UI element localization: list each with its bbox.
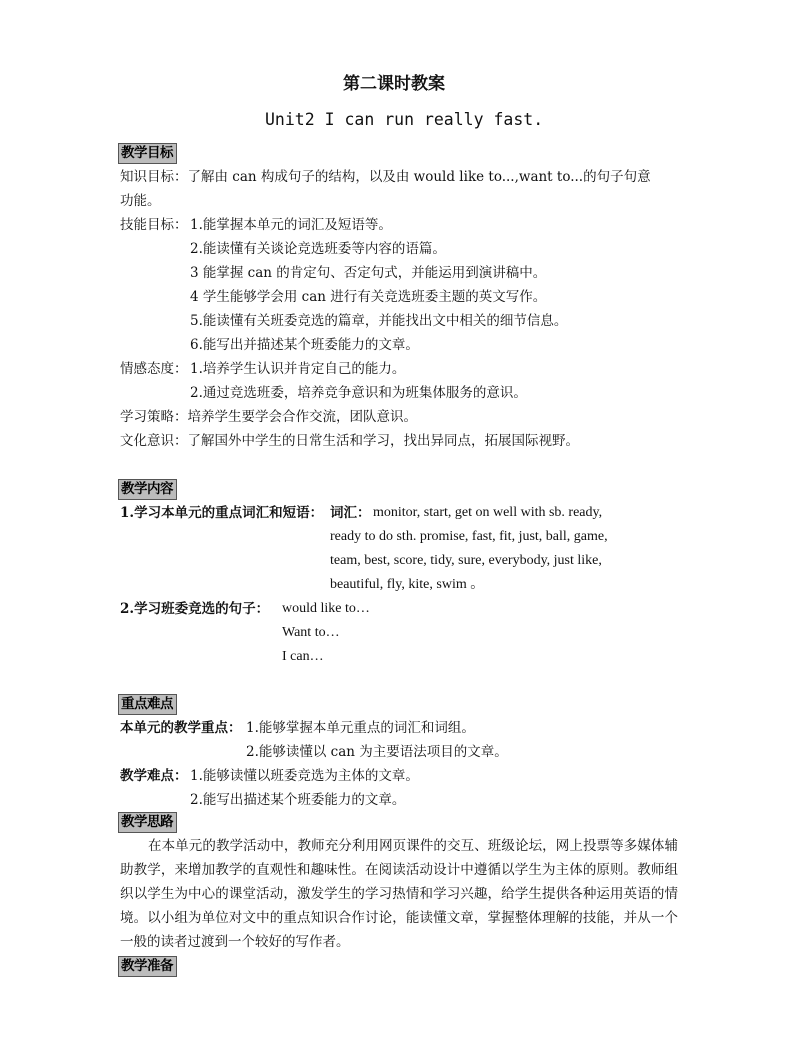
section-heading-prep: 教学准备	[118, 956, 177, 977]
focus-label: 本单元的教学重点：	[120, 720, 242, 736]
skill-item-3: 3 能掌握 can 的肯定句、否定句式，并能运用到演讲稿中。	[190, 265, 547, 281]
skill-item-4: 4 学生能够学会用 can 进行有关竞选班委主题的英文写作。	[190, 289, 547, 305]
skill-item-5: 5.能读懂有关班委竞选的篇章，并能找出文中相关的细节信息。	[190, 313, 568, 329]
vocab-line-1: monitor, start, get on well with sb. ready,	[373, 505, 603, 520]
emotion-item-2: 2.通过竞选班委，培养竞争意识和为班集体服务的意识。	[190, 385, 527, 401]
vocab-label: 词汇：	[330, 505, 371, 521]
difficulty-label: 教学难点：	[120, 768, 188, 784]
focus-item-1: 1.能够掌握本单元重点的词汇和词组。	[246, 720, 475, 736]
content-item-1-label: 1.学习本单元的重点词汇和短语：	[120, 505, 324, 521]
skill-item-2: 2.能读懂有关谈论竞选班委等内容的语篇。	[190, 241, 446, 257]
section-heading-keypoints: 重点难点	[118, 694, 177, 715]
culture-label: 文化意识：	[120, 433, 188, 449]
focus-item-2: 2.能够读懂以 can 为主要语法项目的文章。	[246, 744, 508, 760]
approach-paragraph: 在本单元的教学活动中，教师充分利用网页课件的交互、班级论坛，网上投票等多媒体辅助教学，来增加教学的直观性和趣味性。在阅读活动设计中遵循以学生为主体的原则。教师组织以学生为中心的课堂活动，激发学生的学习热情和学习兴趣，给学生提供各种运用英语的情境。以小组为单位对文中的重点知识合作讨论，能读懂文章，掌握整体理解的技能，并从一个一般的读者过渡到一个较好的写作者。	[120, 838, 678, 950]
knowledge-goal	[120, 168, 651, 186]
vocab-line-4: beautiful, fly, kite, swim 。	[330, 577, 485, 592]
sentence-2: Want to…	[282, 625, 340, 640]
sentence-3: I can…	[282, 649, 324, 664]
vocab-line-2: ready to do sth. promise, fast, fit, just, ball, game,	[330, 529, 608, 544]
emotion-goal-label: 情感态度：	[120, 361, 188, 377]
sentence-1: would like to…	[282, 601, 370, 616]
knowledge-label: 知识目标：	[120, 169, 188, 185]
skill-item-1: 1.能掌握本单元的词汇及短语等。	[190, 217, 392, 233]
strategy-goal	[120, 408, 417, 426]
strategy-text: 培养学生要学会合作交流，团队意识。	[187, 409, 417, 425]
unit-title: Unit2 I can run really fast.	[265, 110, 544, 129]
vocab-line-3: team, best, score, tidy, sure, everybody, just like,	[330, 553, 602, 568]
emotion-item-1: 1.培养学生认识并肯定自己的能力。	[190, 361, 406, 377]
page-title: 第二课时教案	[343, 74, 445, 94]
difficulty-item-1: 1.能够读懂以班委竞选为主体的文章。	[190, 768, 419, 784]
culture-goal	[120, 432, 579, 450]
strategy-label: 学习策略：	[120, 409, 188, 425]
section-heading-goals: 教学目标	[118, 143, 177, 164]
content-item-2-label: 2.学习班委竞选的句子：	[120, 601, 270, 617]
section-heading-approach: 教学思路	[118, 812, 177, 833]
difficulty-item-2: 2.能写出描述某个班委能力的文章。	[190, 792, 406, 808]
skill-goal-label: 技能目标：	[120, 217, 188, 233]
culture-text: 了解国外中学生的日常生活和学习，找出异同点，拓展国际视野。	[187, 433, 579, 449]
skill-item-6: 6.能写出并描述某个班委能力的文章。	[190, 337, 419, 353]
knowledge-text: 了解由 can 构成句子的结构，以及由 would like to...,want to...的句子句意	[187, 169, 651, 185]
knowledge-goal-cont: 功能。	[120, 193, 161, 209]
section-heading-content: 教学内容	[118, 479, 177, 500]
